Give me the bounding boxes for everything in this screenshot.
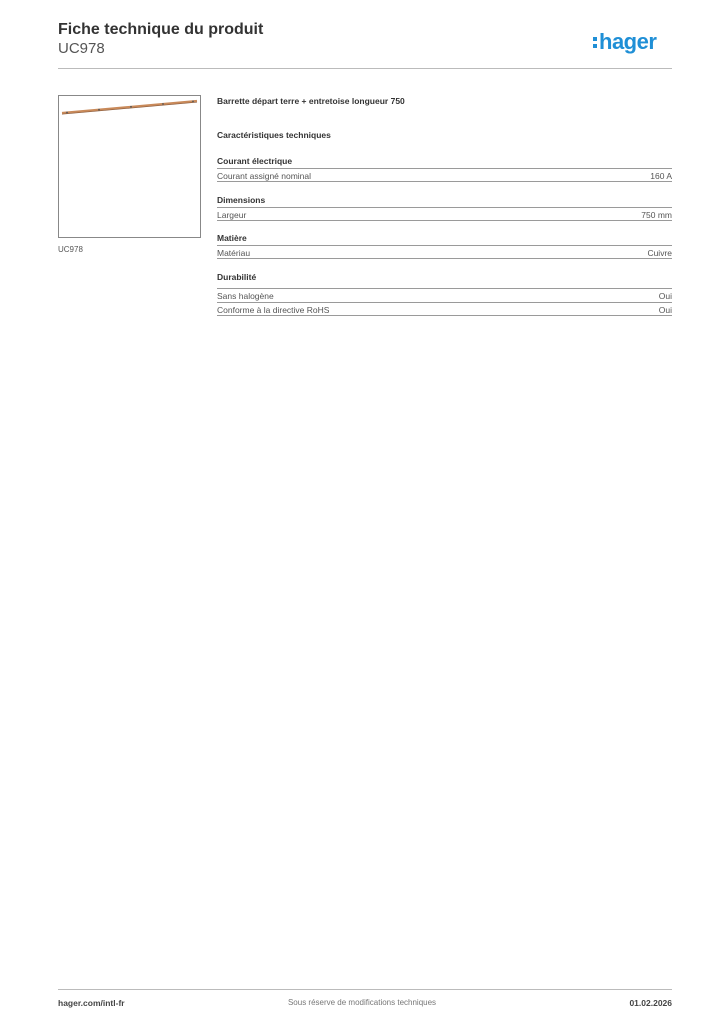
spec-value: Oui — [658, 291, 672, 301]
footer-website-link[interactable]: hager.com/intl-fr — [58, 998, 125, 1008]
spec-value: 750 mm — [641, 210, 672, 220]
group-title-material: Matière — [217, 233, 247, 243]
brand-name: hager — [599, 29, 657, 54]
spec-label: Matériau — [217, 248, 251, 258]
product-image — [58, 95, 201, 238]
copper-earth-bar-icon — [59, 96, 202, 239]
footer-notice: Sous réserve de modifications techniques — [287, 998, 437, 1007]
spec-row — [217, 245, 672, 259]
image-caption: UC978 — [58, 245, 83, 254]
spec-value: Cuivre — [647, 248, 672, 258]
product-code: UC978 — [58, 40, 105, 57]
product-description: Barrette départ terre + entretoise longueur 750 — [217, 96, 405, 106]
spec-row — [217, 207, 672, 221]
hager-logo — [593, 28, 675, 56]
group-title-current: Courant électrique — [217, 156, 293, 166]
spec-value: 160 A — [650, 171, 672, 181]
spec-row — [217, 288, 672, 302]
spec-section-title: Caractéristiques techniques — [217, 130, 331, 140]
header-divider — [58, 68, 672, 69]
spec-row — [217, 168, 672, 182]
spec-value: Oui — [658, 305, 672, 315]
spec-row — [217, 302, 672, 316]
footer-divider — [58, 989, 672, 990]
spec-label: Sans halogène — [217, 291, 274, 301]
spec-label: Courant assigné nominal — [217, 171, 312, 181]
spec-label: Largeur — [217, 210, 247, 220]
footer-date: 01.02.2026 — [629, 998, 672, 1008]
group-title-dimensions: Dimensions — [217, 195, 266, 205]
document-title: Fiche technique du produit — [58, 21, 264, 38]
spec-label: Conforme à la directive RoHS — [217, 305, 330, 315]
group-title-durability: Durabilité — [217, 272, 257, 282]
